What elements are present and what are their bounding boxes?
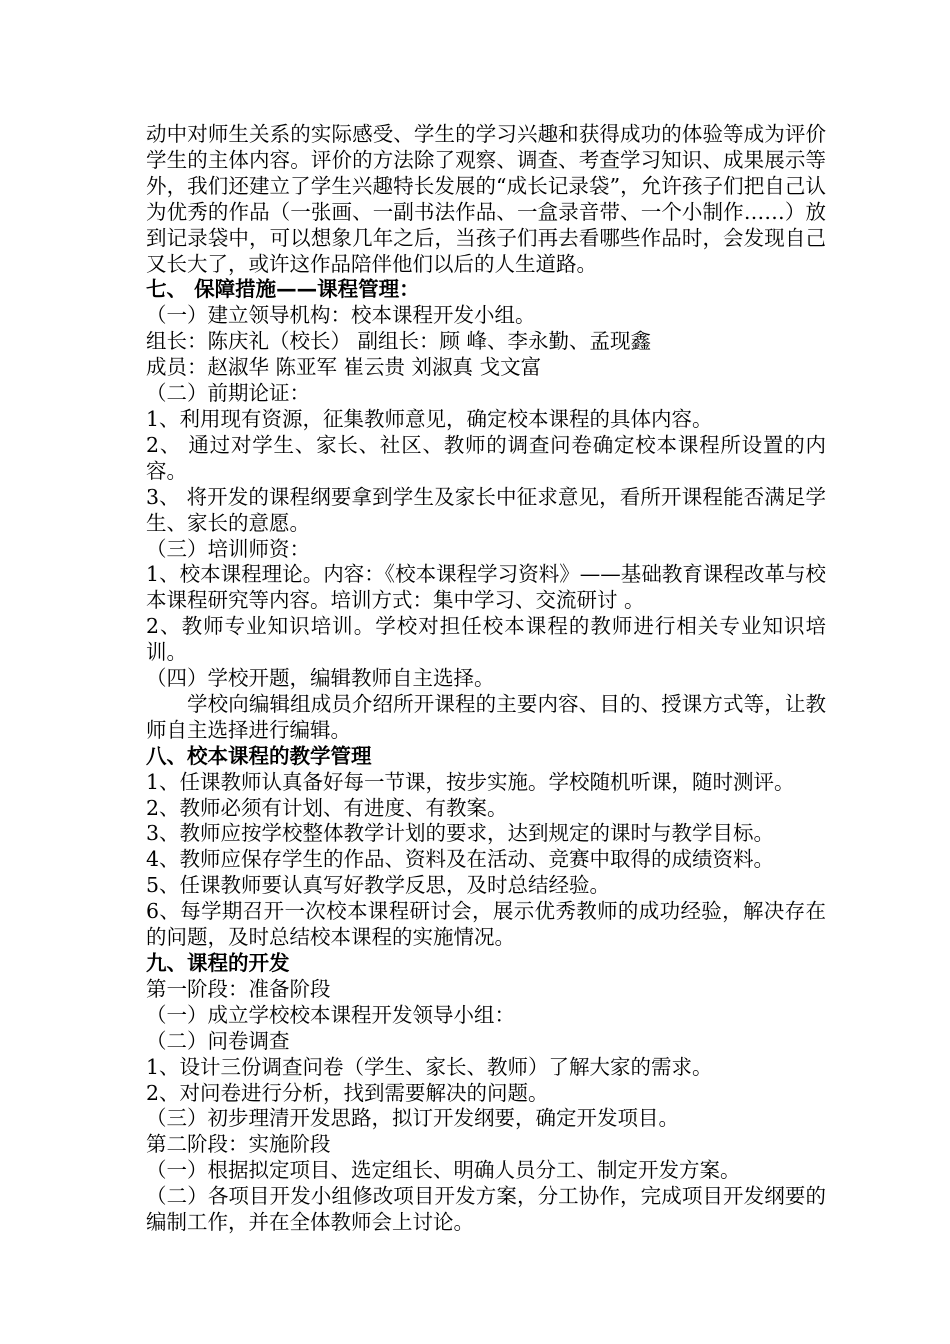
body-paragraph: 动中对师生关系的实际感受、学生的学习兴趣和获得成功的体验等成为评价学生的主体内容。评价的方法除了观察、调查、考查学习知识、成果展示等外，我们还建立了学生兴趣特长发展的“成长记录袋”，允许孩子们把自己认为优秀的作品（一张画、一副书法作品、一盒录音带、一个小制作……）放到记录袋中，可以想象几年之后，当孩子们再去看哪些作品时，会发现自己又长大了，或许这作品陪伴他们以后的人生道路。 (146, 122, 826, 276)
list-item: 6、每学期召开一次校本课程研讨会，展示优秀教师的成功经验，解决存在的问题，及时总结校本课程的实施情况。 (146, 899, 826, 950)
list-item: （三）初步理清开发思路，拟订开发纲要，确定开发项目。 (146, 1106, 679, 1131)
list-item: 1、利用现有资源，征集教师意见，确定校本课程的具体内容。 (146, 406, 713, 431)
subsection-leadership: （一）建立领导机构：校本课程开发小组。 (146, 303, 536, 328)
section-heading-nine: 九、课程的开发 (146, 951, 290, 975)
list-item: 5、任课教师要认真写好教学反思，及时总结经验。 (146, 873, 611, 898)
list-item: 2、对问卷进行分析，找到需要解决的问题。 (146, 1080, 549, 1105)
document-page (146, 122, 826, 1236)
list-item: （二）问卷调查 (146, 1028, 290, 1053)
list-item: 2、教师专业知识培训。学校对担任校本课程的教师进行相关专业知识培训。 (146, 614, 826, 665)
list-item: （一）成立学校校本课程开发领导小组： (146, 1002, 515, 1027)
list-item: （一）根据拟定项目、选定组长、明确人员分工、制定开发方案。 (146, 1158, 741, 1183)
list-item: 3、教师应按学校整体教学计划的要求，达到规定的课时与教学目标。 (146, 821, 775, 846)
body-paragraph: 学校向编辑组成员介绍所开课程的主要内容、目的、授课方式等，让教师自主选择进行编辑。 (146, 691, 826, 742)
subsection-training: （三）培训师资： (146, 536, 310, 561)
list-item: 1、设计三份调查问卷（学生、家长、教师）了解大家的需求。 (146, 1054, 713, 1079)
section-heading-seven: 七、 保障措施——课程管理： (146, 277, 420, 302)
list-item: 3、 将开发的课程纲要拿到学生及家长中征求意见，看所开课程能否满足学生、家长的意愿。 (146, 484, 826, 535)
section-heading-eight: 八、校本课程的教学管理 (146, 743, 372, 768)
group-leader-line: 组长：陈庆礼（校长） 副组长：顾 峰、李永勤、孟现鑫 (146, 329, 652, 354)
list-item: 1、校本课程理论。内容：《校本课程学习资料》——基础教育课程改革与校本课程研究等内容。培训方式：集中学习、交流研讨 。 (146, 562, 826, 613)
list-item: （二）各项目开发小组修改项目开发方案，分工协作，完成项目开发纲要的编制工作，并在全体教师会上讨论。 (146, 1184, 826, 1235)
stage-title: 第一阶段：准备阶段 (146, 976, 331, 1001)
stage-title: 第二阶段：实施阶段 (146, 1132, 331, 1157)
list-item: 1、任课教师认真备好每一节课，按步实施。学校随机听课，随时测评。 (146, 769, 795, 794)
list-item: 2、 通过对学生、家长、社区、教师的调查问卷确定校本课程所设置的内容。 (146, 432, 826, 483)
list-item: 4、教师应保存学生的作品、资料及在活动、竞赛中取得的成绩资料。 (146, 847, 775, 872)
subsection-preliminary: （二）前期论证： (146, 381, 310, 406)
subsection-topic-selection: （四）学校开题，编辑教师自主选择。 (146, 666, 495, 691)
list-item: 2、教师必须有计划、有进度、有教案。 (146, 795, 508, 820)
group-members-line: 成员：赵淑华 陈亚军 崔云贵 刘淑真 戈文富 (146, 355, 542, 380)
